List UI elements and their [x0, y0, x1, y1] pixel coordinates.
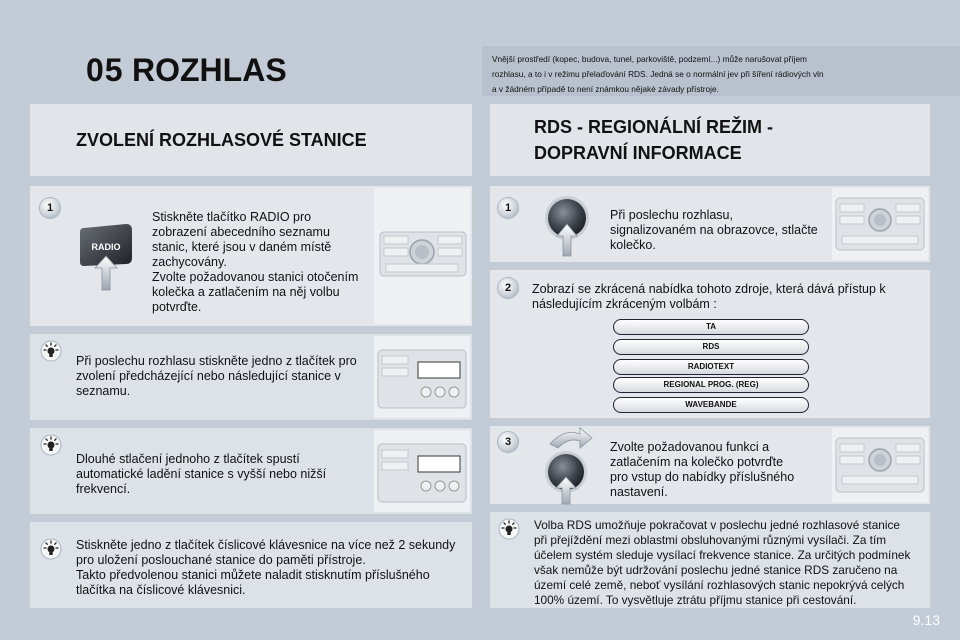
left-section-heading: ZVOLENÍ ROZHLASOVÉ STANICE — [76, 130, 367, 150]
left-tip-3-text — [76, 538, 468, 598]
text-line: zatlačením na kolečko potvrďte — [610, 455, 784, 469]
right-heading-line: RDS - REGIONÁLNÍ REŽIM - — [534, 117, 773, 137]
text-line: zachycovány. — [152, 255, 227, 269]
right-step-3-text — [610, 440, 830, 500]
step-number-badge: 3 — [498, 432, 518, 452]
lightbulb-tip-icon — [40, 434, 62, 456]
text-line: kolečka a zatlačením na něj volbu — [152, 285, 340, 299]
device-keypad-thumbnail — [374, 336, 470, 418]
intro-note — [482, 46, 960, 96]
device-front-thumbnail — [832, 428, 928, 502]
page-title: ROZHLAS — [132, 52, 287, 88]
step-number-badge: 1 — [40, 198, 60, 218]
lightbulb-tip-icon — [40, 340, 62, 362]
text-line: pro vstup do nabídky příslušného — [610, 470, 795, 484]
lightbulb-tip-icon — [498, 518, 520, 540]
device-front-thumbnail — [832, 188, 928, 260]
menu-option-ta[interactable]: TA — [613, 319, 809, 335]
menu-option-radiotext[interactable]: RADIOTEXT — [613, 359, 809, 375]
menu-option-rds[interactable]: RDS — [613, 339, 809, 355]
text-line: tlačítka na číslicové klávesnici. — [76, 583, 246, 597]
text-line: Zobrazí se zkrácená nabídka tohoto zdroje, která dává přístup k — [532, 282, 886, 296]
left-tip-1-text — [76, 354, 376, 399]
menu-option-wavebande[interactable]: WAVEBANDE — [613, 397, 809, 413]
text-line: 100% území. To vysvětluje ztrátu příjmu stanice při cestování. — [534, 593, 857, 607]
text-line: nastavení. — [610, 485, 668, 499]
text-line: frekvencí. — [76, 482, 131, 496]
text-line: území celé země, neboť vysílání rozhlasových stanic nepokrývá celých — [534, 578, 905, 592]
text-line: Takto předvolenou stanici můžete naladit stisknutím příslušného — [76, 568, 430, 582]
text-line: Stiskněte jedno z tlačítek číslicové klávesnice na více než 2 sekundy — [76, 538, 456, 552]
text-line: Při poslechu rozhlasu, — [610, 208, 733, 222]
left-step-1-text — [152, 210, 372, 315]
text-line: následujícím zkráceným volbám : — [532, 297, 717, 311]
text-line: zobrazení abecedního seznamu — [152, 225, 330, 239]
text-line: Volba RDS umožňuje pokračovat v poslechu jedné rozhlasové stanice — [534, 518, 900, 532]
intro-line: rozhlasu, a to i v režimu přelaďování RDS. Jedná se o normální jev při šíření rádiových vln — [492, 69, 824, 79]
intro-line: a v žádném případě to není známkou nějaké závady přístroje. — [492, 84, 719, 94]
knob-press-icon — [544, 192, 590, 258]
knob-rotate-press-icon — [540, 424, 600, 506]
left-heading-box — [30, 104, 472, 176]
text-line: účelem systém sleduje vysílací frekvence stanice. Za určitých podmínek — [534, 548, 911, 562]
right-section-heading — [534, 114, 773, 166]
device-keypad-thumbnail — [374, 430, 470, 512]
text-line: kolečko. — [610, 238, 656, 252]
text-line: signalizovaném na obrazovce, stlačte — [610, 223, 818, 237]
text-line: Zvolte požadovanou stanici otočením — [152, 270, 359, 284]
page-number: 9.13 — [912, 612, 940, 628]
text-line: stanic, které jsou v daném místě — [152, 240, 332, 254]
lightbulb-tip-icon — [40, 538, 62, 560]
right-step-2-text — [532, 282, 922, 312]
text-line: automatické ladění stanice s vyšší nebo nižší — [76, 467, 327, 481]
left-tip-2-text — [76, 452, 376, 497]
text-line: však nemůže být udržování poslechu jedné stanice RDS zaručeno na — [534, 563, 898, 577]
right-heading-box — [490, 104, 930, 176]
device-front-thumbnail — [374, 188, 470, 324]
text-line: potvrďte. — [152, 300, 202, 314]
step-number-badge: 2 — [498, 278, 518, 298]
intro-line: Vnější prostředí (kopec, budova, tunel, parkoviště, podzemí...) může narušovat příjem — [492, 54, 807, 64]
right-step-1-text — [610, 208, 830, 253]
right-tip-text — [534, 518, 926, 608]
radio-button-label: RADIO — [91, 242, 121, 252]
text-line: pro uložení poslouchané stanice do paměti přístroje. — [76, 553, 366, 567]
menu-option-regional-prog[interactable]: REGIONAL PROG. (REG) — [613, 377, 809, 393]
text-line: Stiskněte tlačítko RADIO pro — [152, 210, 312, 224]
chapter-number: 05 — [86, 52, 124, 88]
text-line: Zvolte požadovanou funkci a — [610, 440, 770, 454]
right-heading-line: DOPRAVNÍ INFORMACE — [534, 143, 742, 163]
text-line: Dlouhé stlačení jednoho z tlačítek spustí — [76, 452, 300, 466]
radio-button-illustration — [78, 222, 140, 292]
text-line: Při poslechu rozhlasu stiskněte jedno z tlačítek pro — [76, 354, 357, 368]
text-line: zvolení předcházející nebo následující stanice v — [76, 369, 341, 383]
text-line: seznamu. — [76, 384, 131, 398]
step-number-badge: 1 — [498, 198, 518, 218]
text-line: při přejíždění mezi oblastmi obsluhovanými různými vysílači. Za tím — [534, 533, 887, 547]
